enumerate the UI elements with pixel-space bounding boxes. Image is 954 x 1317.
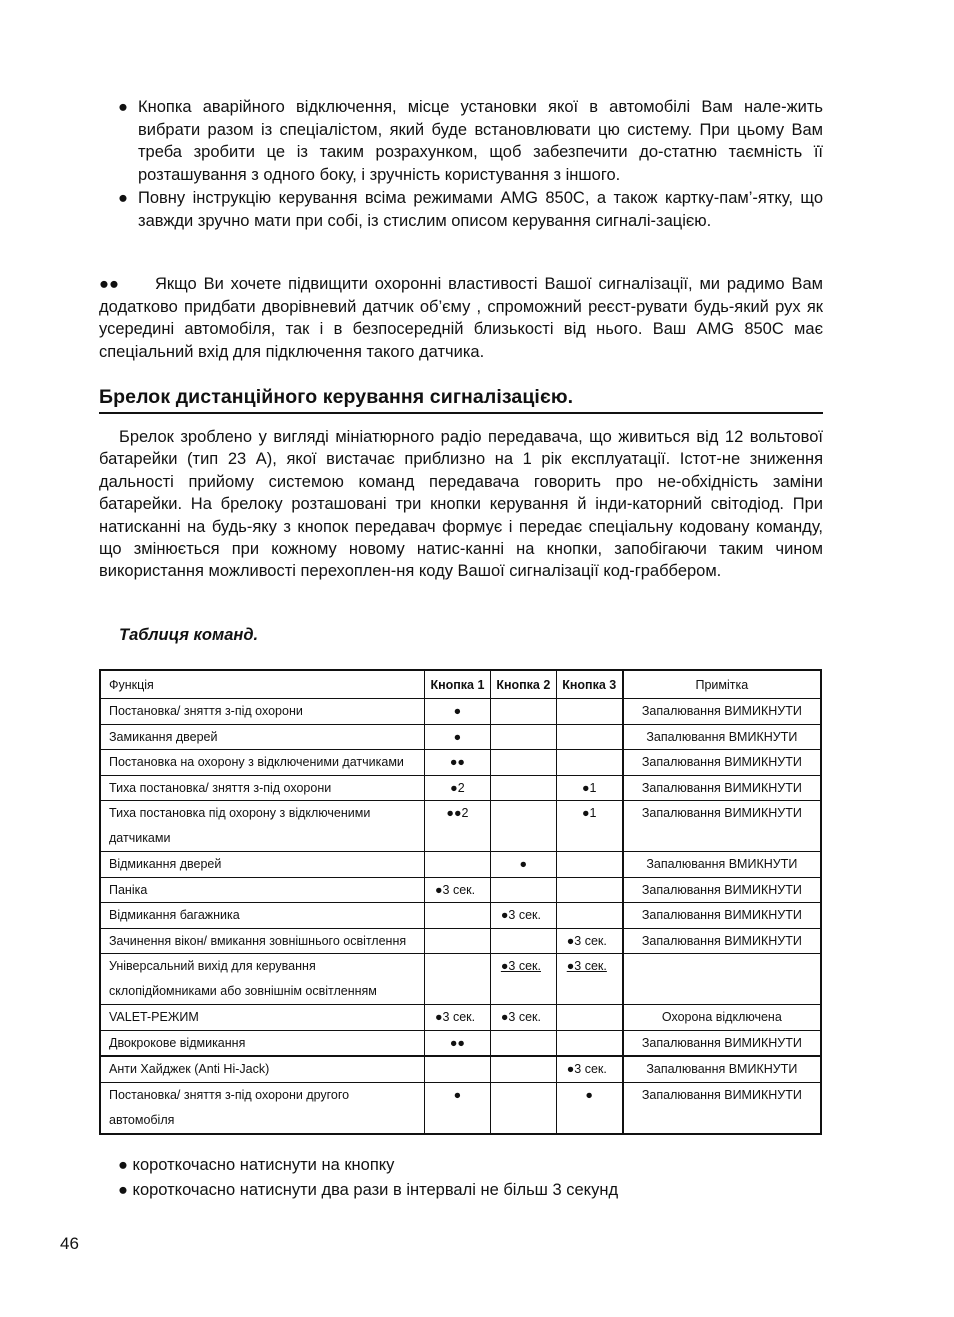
list-item-text: Повну інструкцію керування всіма режимами AMG 850C, а також картку-пам’-ятку, що завжди зручно мати при собі, із стислим описом керування сигналі-зацією. — [138, 189, 823, 230]
cell-function: Двокрокове відмикання — [100, 1030, 425, 1056]
table-title: Таблиця команд. — [119, 626, 259, 644]
cell-function: Тиха постановка під охорону з відключеними датчиками — [100, 801, 425, 852]
cell-button-1: ●3 сек. — [425, 877, 491, 903]
cell-button-1 — [425, 1056, 491, 1082]
cell-function: Відмикання багажника — [100, 903, 425, 929]
requirements-list — [118, 96, 823, 232]
cell-button-2 — [490, 877, 556, 903]
table-row — [100, 775, 821, 801]
cell-note: Запалювання ВИМИКНУТИ — [623, 699, 821, 725]
table-row — [100, 877, 821, 903]
list-item — [118, 187, 823, 232]
cell-button-2: ●3 сек. — [490, 903, 556, 929]
table-row — [100, 903, 821, 929]
header-function: Функція — [100, 670, 425, 699]
table-row — [100, 750, 821, 776]
table-row — [100, 801, 821, 852]
cell-button-1: ●2 — [425, 775, 491, 801]
cell-note: Запалювання ВМИКНУТИ — [623, 724, 821, 750]
cell-button-1 — [425, 903, 491, 929]
cell-button-3 — [556, 699, 622, 725]
cell-button-3: ●1 — [556, 775, 622, 801]
legend-item: ● короткочасно натиснути два рази в інтервалі не більш 3 секунд — [118, 1181, 619, 1199]
cell-button-3 — [556, 954, 622, 1005]
cell-button-1: ●●2 — [425, 801, 491, 852]
cell-button-3 — [556, 1030, 622, 1056]
cell-note: Запалювання ВМИКНУТИ — [623, 852, 821, 878]
commands-table — [99, 669, 822, 1135]
cell-button-2 — [490, 928, 556, 954]
table-row — [100, 852, 821, 878]
cell-button-3 — [556, 877, 622, 903]
double-bullet-icon: ●● — [99, 275, 119, 293]
cell-note — [623, 954, 821, 1005]
list-item — [118, 96, 823, 186]
cell-button-2: ● — [490, 852, 556, 878]
cell-button-3: ●3 сек. — [556, 928, 622, 954]
table-row — [100, 1082, 821, 1134]
underlined-value: ●3 сек. — [500, 959, 541, 973]
cell-button-3 — [556, 903, 622, 929]
table-row — [100, 1056, 821, 1082]
underlined-value: ●3 сек. — [566, 959, 607, 973]
cell-button-2 — [490, 775, 556, 801]
cell-button-1 — [425, 852, 491, 878]
cell-button-2 — [490, 699, 556, 725]
cell-button-3 — [556, 1005, 622, 1031]
legend-item: ● короткочасно натиснути на кнопку — [118, 1156, 395, 1174]
cell-button-2 — [490, 724, 556, 750]
cell-note: Запалювання ВИМИКНУТИ — [623, 877, 821, 903]
cell-button-2 — [490, 801, 556, 852]
table-row — [100, 724, 821, 750]
cell-button-3 — [556, 852, 622, 878]
header-note: Примітка — [623, 670, 821, 699]
bullet-icon: ● — [118, 98, 128, 116]
cell-function: Паніка — [100, 877, 425, 903]
cell-function: Тиха постановка/ зняття з-під охорони — [100, 775, 425, 801]
list-item-text: Кнопка аварійного відключення, місце установки якої в автомобілі Вам нале-жить вибрати разом із спеціалістом, який буде встановлювати цю систему. При цьому Вам треба зробити це із таким розрахунком, щоб забезпечити до-статню таємність її розташування з одного боку, і зручність користування з іншого. — [138, 98, 823, 184]
cell-note: Запалювання ВИМИКНУТИ — [623, 750, 821, 776]
cell-button-3: ● — [556, 1082, 622, 1134]
cell-button-2 — [490, 954, 556, 1005]
cell-function: Анти Хайджек (Anti Hi-Jack) — [100, 1056, 425, 1082]
table-row — [100, 1030, 821, 1056]
bullet-icon: ● — [118, 189, 128, 207]
table-row — [100, 928, 821, 954]
cell-button-1 — [425, 954, 491, 1005]
cell-button-1 — [425, 928, 491, 954]
cell-button-2: ●3 сек. — [490, 1005, 556, 1031]
cell-button-2 — [490, 1082, 556, 1134]
cell-function: Відмикання дверей — [100, 852, 425, 878]
paragraph-text: Якщо Ви хочете підвищити охоронні властивості Вашої сигналізації, ми радимо Вам додатково придбати дворівневий датчик об’єму , спроможний реєст-рувати будь-який рух як усередині автомобіля, так і в безпосередній близькості від нього. Ваш AMG 850C має спеціальний вхід для підключення такого датчика. — [99, 275, 823, 361]
cell-function: Зачинення вікон/ вмикання зовнішнього освітлення — [100, 928, 425, 954]
cell-button-1: ● — [425, 724, 491, 750]
cell-button-3 — [556, 724, 622, 750]
cell-note: Запалювання ВИМИКНУТИ — [623, 928, 821, 954]
cell-note: Запалювання ВИМИКНУТИ — [623, 903, 821, 929]
cell-button-2 — [490, 1030, 556, 1056]
cell-button-3 — [556, 750, 622, 776]
table-row — [100, 699, 821, 725]
cell-note: Запалювання ВИМИКНУТИ — [623, 801, 821, 852]
table-row — [100, 1005, 821, 1031]
header-button-1: Кнопка 1 — [425, 670, 491, 699]
cell-button-1: ●● — [425, 750, 491, 776]
cell-function: Постановка/ зняття з-під охорони — [100, 699, 425, 725]
cell-button-3: ●1 — [556, 801, 622, 852]
cell-button-1: ●● — [425, 1030, 491, 1056]
cell-note: Запалювання ВИМИКНУТИ — [623, 775, 821, 801]
cell-button-2 — [490, 750, 556, 776]
header-button-2: Кнопка 2 — [490, 670, 556, 699]
cell-note: Запалювання ВМИКНУТИ — [623, 1056, 821, 1082]
cell-button-2 — [490, 1056, 556, 1082]
cell-function: VALET-РЕЖИМ — [100, 1005, 425, 1031]
cell-button-1: ● — [425, 699, 491, 725]
legend — [118, 1153, 618, 1203]
cell-button-1: ●3 сек. — [425, 1005, 491, 1031]
cell-note: Запалювання ВИМИКНУТИ — [623, 1082, 821, 1134]
table-row — [100, 954, 821, 1005]
cell-function: Замикання дверей — [100, 724, 425, 750]
header-button-3: Кнопка 3 — [556, 670, 622, 699]
cell-function: Універсальний вихід для керування склопідйомниками або зовнішнім освітленням — [100, 954, 425, 1005]
cell-note: Охорона відключена — [623, 1005, 821, 1031]
cell-function: Постановка на охорону з відключеними датчиками — [100, 750, 425, 776]
intro-paragraph: Брелок зроблено у вигляді мініатюрного радіо передавача, що живиться від 12 вольтової батарейки (тип 23 А), якої вистачає приблизно на 1 рік експлуатації. Істот-не зниження дальності прийому системою команд передавача говорить про не-обхідність заміни батарейки. На брелоку розташовані три кнопки керування й інди-каторний світодіод. При натисканні на будь-яку з кнопок передавач формує і передає спеціальну кодовану команду, що змінюється при кожному новому натис-канні на кнопки, запобігаючи таким чином використання можливості перехоплен-ня коду Вашої сигналізації код-граббером. — [99, 428, 823, 581]
cell-button-3: ●3 сек. — [556, 1056, 622, 1082]
cell-note: Запалювання ВИМИКНУТИ — [623, 1030, 821, 1056]
sensor-recommendation — [99, 273, 823, 363]
section-title: Брелок дистанційного керування сигналізацією. — [99, 386, 823, 414]
cell-button-1: ● — [425, 1082, 491, 1134]
table-header-row — [100, 670, 821, 699]
cell-function: Постановка/ зняття з-під охорони другого автомобіля — [100, 1082, 425, 1134]
page-number: 46 — [60, 1234, 79, 1253]
